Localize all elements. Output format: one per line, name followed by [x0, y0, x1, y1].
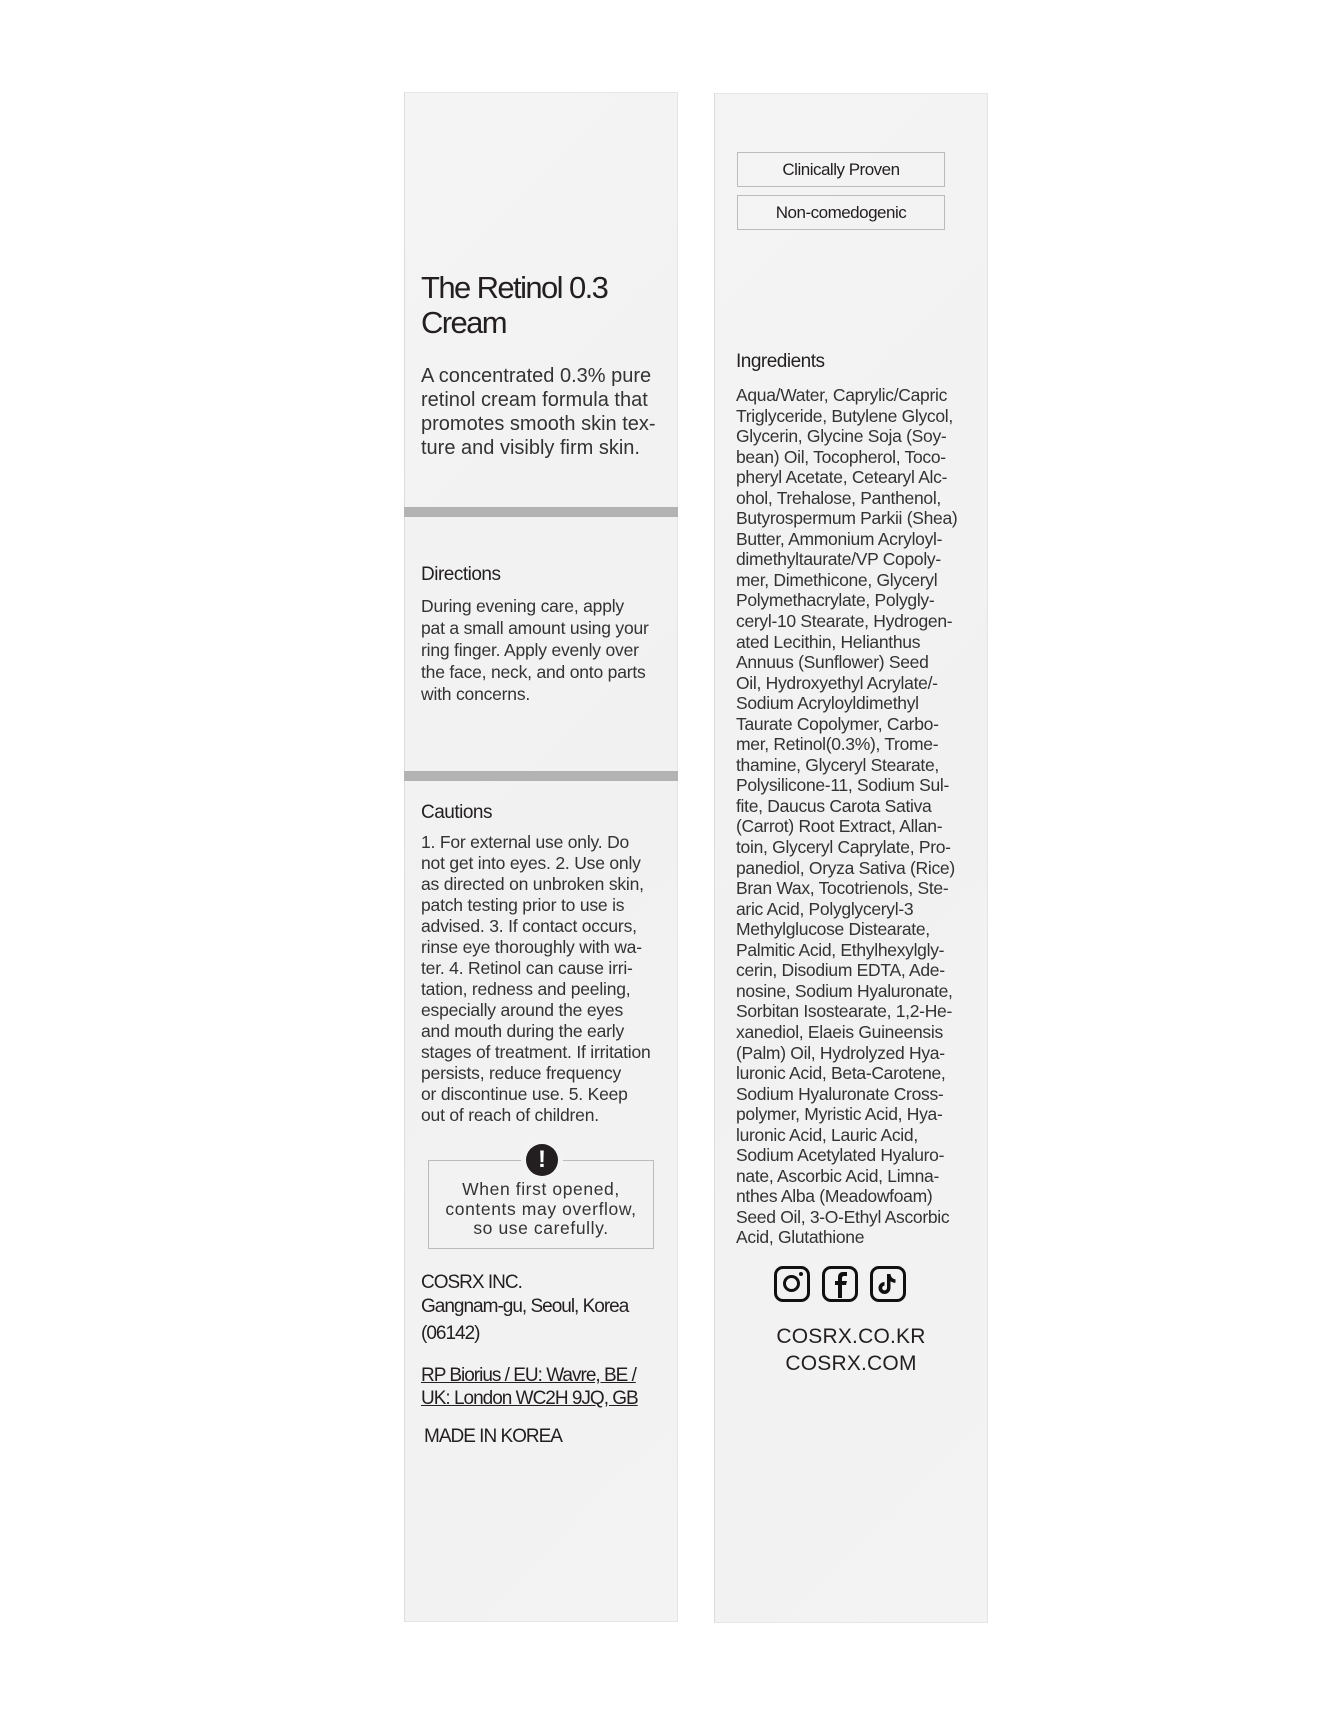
- tiktok-icon[interactable]: [870, 1266, 906, 1302]
- text-line: persists, reduce frequency: [421, 1063, 622, 1083]
- text-line: Aqua/Water, Caprylic/Capric: [736, 385, 948, 405]
- text-line: (Palm) Oil, Hydrolyzed Hya-: [736, 1042, 945, 1063]
- right-panel: [714, 93, 988, 1623]
- url-com[interactable]: COSRX.COM: [785, 1352, 917, 1375]
- text-line: Polysilicone-11, Sodium Sul-: [736, 775, 950, 796]
- text-line: mer, Dimethicone, Glyceryl: [736, 569, 938, 590]
- text-line: During evening care, apply: [421, 596, 624, 616]
- text-line: ohol, Trehalose, Panthenol,: [736, 487, 941, 508]
- text-line: UK: London WC2H 9JQ, GB: [421, 1388, 638, 1409]
- warning-text: [428, 1180, 654, 1239]
- text-line: RP Biorius / EU: Wavre, BE /: [421, 1365, 636, 1386]
- text-line: cerin, Disodium EDTA, Ade-: [736, 960, 945, 981]
- text-line: Acid, Glutathione: [736, 1227, 865, 1248]
- text-line: Taurate Copolymer, Carbo-: [736, 713, 939, 734]
- product-description: [421, 364, 656, 460]
- text-line: aric Acid, Polyglyceryl-3: [736, 898, 914, 919]
- text-line: Sodium Acetylated Hyaluro-: [736, 1145, 945, 1166]
- text-line: tation, redness and peeling,: [421, 979, 631, 999]
- directions-heading: Directions: [421, 564, 501, 585]
- directions-text: [421, 595, 649, 705]
- company-postal: (06142): [421, 1323, 480, 1344]
- cautions-heading: Cautions: [421, 802, 492, 823]
- ingredients-list: [736, 385, 957, 1248]
- text-line: Polymethacrylate, Polygly-: [736, 590, 935, 611]
- text-line: retinol cream formula that: [421, 389, 648, 411]
- text-line: Palmitic Acid, Ethylhexylgly-: [736, 939, 945, 960]
- instagram-icon[interactable]: [774, 1266, 810, 1302]
- text-line: Oil, Hydroxyethyl Acrylate/-: [736, 672, 938, 693]
- text-line: mer, Retinol(0.3%), Trome-: [736, 734, 939, 755]
- text-line: out of reach of children.: [421, 1105, 599, 1125]
- text-line: pheryl Acetate, Cetearyl Alc-: [736, 467, 948, 488]
- text-line: luronic Acid, Lauric Acid,: [736, 1124, 918, 1145]
- text-line: When first opened,: [462, 1179, 620, 1199]
- responsible-person: [421, 1364, 638, 1410]
- text-line: polymer, Myristic Acid, Hya-: [736, 1104, 943, 1125]
- text-line: luronic Acid, Beta-Carotene,: [736, 1063, 946, 1084]
- company-address: Gangnam-gu, Seoul, Korea: [421, 1296, 629, 1317]
- text-line: toin, Glyceryl Caprylate, Pro-: [736, 837, 951, 858]
- text-line: bean) Oil, Tocopherol, Toco-: [736, 446, 946, 467]
- ingredients-heading: Ingredients: [736, 351, 825, 372]
- text-line: Seed Oil, 3-O-Ethyl Ascorbic: [736, 1206, 950, 1227]
- text-line: advised. 3. If contact occurs,: [421, 916, 637, 936]
- text-line: Sodium Hyaluronate Cross-: [736, 1083, 944, 1104]
- text-line: nate, Ascorbic Acid, Limna-: [736, 1165, 939, 1186]
- text-line: Sodium Acryloyldimethyl: [736, 693, 919, 714]
- text-line: rinse eye thoroughly with wa-: [421, 937, 642, 957]
- text-line: the face, neck, and onto parts: [421, 662, 646, 682]
- text-line: or discontinue use. 5. Keep: [421, 1084, 628, 1104]
- text-line: pat a small amount using your: [421, 618, 649, 638]
- text-line: ceryl-10 Stearate, Hydrogen-: [736, 611, 953, 632]
- text-line: as directed on unbroken skin,: [421, 874, 644, 894]
- text-line: dimethyltaurate/VP Copoly-: [736, 549, 941, 570]
- text-line: Sorbitan Isostearate, 1,2-He-: [736, 1001, 952, 1022]
- text-line: ated Lecithin, Helianthus: [736, 631, 921, 652]
- text-line: and mouth during the early: [421, 1021, 624, 1041]
- exclamation-icon: !: [526, 1144, 558, 1176]
- text-line: nthes Alba (Meadowfoam): [736, 1186, 933, 1207]
- text-line: contents may overflow,: [445, 1198, 637, 1219]
- text-line: patch testing prior to use is: [421, 895, 625, 915]
- text-line: Butter, Ammonium Acryloyl-: [736, 528, 943, 549]
- text-line: Annuus (Sunflower) Seed: [736, 652, 929, 673]
- text-line: promotes smooth skin tex-: [421, 413, 656, 435]
- text-line: ter. 4. Retinol can cause irri-: [421, 958, 633, 978]
- text-line: fite, Daucus Carota Sativa: [736, 795, 932, 816]
- url-kr[interactable]: COSRX.CO.KR: [776, 1325, 926, 1348]
- badge-non-comedogenic: Non-comedogenic: [737, 195, 945, 230]
- company-name: COSRX INC.: [421, 1272, 522, 1293]
- section-divider: [404, 771, 678, 781]
- badge-clinically-proven: Clinically Proven: [737, 152, 945, 187]
- text-line: nosine, Sodium Hyaluronate,: [736, 980, 953, 1001]
- section-divider: [404, 507, 678, 517]
- text-line: not get into eyes. 2. Use only: [421, 853, 641, 873]
- text-line: especially around the eyes: [421, 1000, 624, 1020]
- text-line: Bran Wax, Tocotrienols, Ste-: [736, 878, 949, 899]
- text-line: thamine, Glyceryl Stearate,: [736, 754, 939, 775]
- text-line: xanediol, Elaeis Guineensis: [736, 1021, 943, 1042]
- text-line: stages of treatment. If irritation: [421, 1042, 651, 1062]
- cautions-text: [421, 832, 651, 1126]
- text-line: ture and visibly firm skin.: [421, 437, 640, 459]
- text-line: (Carrot) Root Extract, Allan-: [736, 816, 943, 837]
- text-line: 1. For external use only. Do: [421, 832, 630, 852]
- text-line: ring finger. Apply evenly over: [421, 640, 639, 660]
- text-line: so use carefully.: [473, 1218, 609, 1238]
- text-line: A concentrated 0.3% pure: [421, 365, 652, 387]
- left-panel: [404, 92, 678, 1622]
- facebook-icon[interactable]: [822, 1266, 858, 1302]
- text-line: Triglyceride, Butylene Glycol,: [736, 405, 953, 426]
- text-line: Methylglucose Distearate,: [736, 919, 930, 940]
- text-line: Cream: [421, 305, 507, 340]
- text-line: Butyrospermum Parkii (Shea): [736, 508, 958, 529]
- text-line: panediol, Oryza Sativa (Rice): [736, 857, 955, 878]
- origin-label: MADE IN KOREA: [424, 1426, 562, 1447]
- text-line: The Retinol 0.3: [421, 270, 608, 305]
- text-line: with concerns.: [421, 684, 531, 704]
- text-line: Glycerin, Glycine Soja (Soy-: [736, 426, 947, 447]
- product-title: [421, 270, 607, 340]
